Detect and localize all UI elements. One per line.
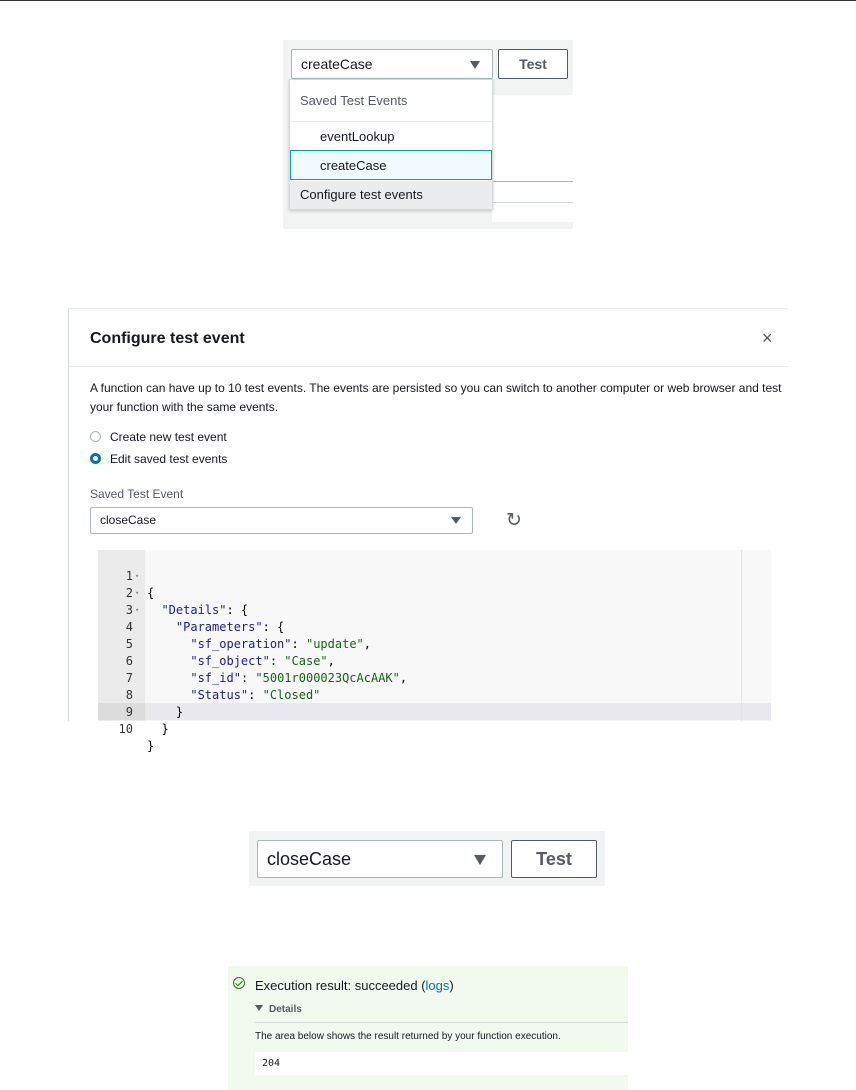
refresh-icon[interactable]: ↻ (506, 510, 522, 531)
caret-down-icon (255, 1005, 263, 1011)
json-code-editor[interactable] (98, 550, 771, 753)
result-info-text: The area below shows the result returned by your function execution. (255, 1031, 561, 1042)
divider (492, 181, 573, 182)
code-token: "sf_object" (190, 654, 270, 668)
test-event-select[interactable] (291, 49, 493, 79)
line-number: 2 (125, 586, 133, 600)
modal-title: Configure test event (90, 330, 245, 347)
menu-header: Saved Test Events (300, 93, 408, 108)
success-check-icon (233, 977, 245, 989)
test-button[interactable]: Test (511, 840, 597, 878)
status-text: ) (449, 978, 454, 993)
code-token: : { (226, 603, 249, 617)
code-text: "Status": "Closed" (190, 688, 321, 702)
code-token: } (175, 705, 184, 719)
code-token: { (147, 586, 155, 600)
code-text: "sf_operation": "update", (190, 637, 371, 651)
code-line (98, 568, 771, 617)
caret-down-icon (474, 855, 486, 865)
menu-item-createcase[interactable]: createCase (320, 158, 387, 173)
saved-event-select-value: closeCase (100, 513, 157, 527)
code-token: "Details" (161, 603, 227, 617)
menu-divider (290, 121, 492, 122)
divider (492, 202, 573, 203)
logs-link[interactable]: logs (425, 978, 450, 993)
configure-test-events-item[interactable]: Configure test events (290, 181, 492, 209)
details-toggle[interactable] (255, 1004, 302, 1015)
radio-edit-saved[interactable] (90, 452, 227, 466)
line-number: 1 (125, 569, 133, 583)
code-line (98, 704, 771, 753)
code-text (147, 738, 154, 755)
code-token: "Closed" (262, 688, 321, 702)
menu-item-eventlookup[interactable]: eventLookup (320, 129, 395, 144)
modal-border (68, 308, 788, 309)
test-event-select-value: closeCase (267, 849, 352, 869)
code-token: } (161, 722, 169, 736)
modal-border (68, 308, 69, 721)
radio-label: Edit saved test events (110, 452, 228, 466)
code-token: "sf_id" (190, 671, 241, 685)
execution-result-status (255, 978, 454, 993)
code-line (98, 551, 771, 600)
line-number: 3 (125, 603, 133, 617)
radio-icon[interactable] (90, 431, 101, 442)
radio-create-new[interactable] (90, 430, 227, 444)
details-divider (255, 1022, 628, 1023)
details-label: Details (269, 1004, 302, 1015)
test-event-menu (289, 79, 493, 210)
configure-test-event-modal (68, 308, 788, 753)
fold-icon[interactable]: ▾ (135, 606, 140, 614)
modal-description: A function can have up to 10 test events. The events are persisted so you can switch to another computer or web browser and test your function with the same events. (90, 381, 782, 414)
header-divider (69, 366, 788, 367)
line-number: 10 (118, 722, 133, 736)
line-number: 8 (125, 688, 133, 702)
line-number: 9 (125, 705, 133, 719)
code-token: } (147, 739, 155, 753)
line-number: 6 (125, 654, 133, 668)
test-event-toolbar (249, 831, 605, 886)
code-text: "sf_id": "5001r000023QcAcAAK", (190, 671, 408, 685)
test-event-select[interactable] (257, 840, 503, 878)
test-button[interactable]: Test (498, 49, 568, 79)
code-token: : { (262, 620, 285, 634)
radio-label: Create new test event (110, 430, 227, 444)
status-text: Execution result: succeeded ( (255, 978, 426, 993)
code-text: "sf_object": "Case", (190, 654, 335, 668)
code-token: "sf_operation" (190, 637, 292, 651)
fold-icon[interactable]: ▾ (135, 572, 140, 580)
code-token: "update" (305, 637, 364, 651)
execution-result-panel (228, 966, 628, 1090)
top-divider (0, 0, 856, 1)
caret-down-icon (470, 61, 480, 69)
code-token: "Status" (190, 688, 249, 702)
test-event-toolbar-dropdown-open (283, 40, 573, 229)
close-icon[interactable]: × (762, 328, 773, 348)
radio-selected-icon[interactable] (90, 453, 101, 464)
test-event-select-value: createCase (301, 56, 373, 72)
code-text (147, 721, 169, 738)
line-number: 7 (125, 671, 133, 685)
code-token: "5001r000023QcAcAAK" (255, 671, 400, 685)
result-output: 204 (255, 1052, 628, 1075)
saved-event-select[interactable] (90, 507, 473, 534)
line-number: 4 (125, 620, 133, 634)
fold-icon[interactable]: ▾ (135, 589, 140, 597)
caret-down-icon (451, 517, 461, 524)
line-number: 5 (125, 637, 133, 651)
code-token: "Case" (284, 654, 328, 668)
code-token: "Parameters" (175, 620, 263, 634)
saved-event-label: Saved Test Event (90, 487, 184, 501)
